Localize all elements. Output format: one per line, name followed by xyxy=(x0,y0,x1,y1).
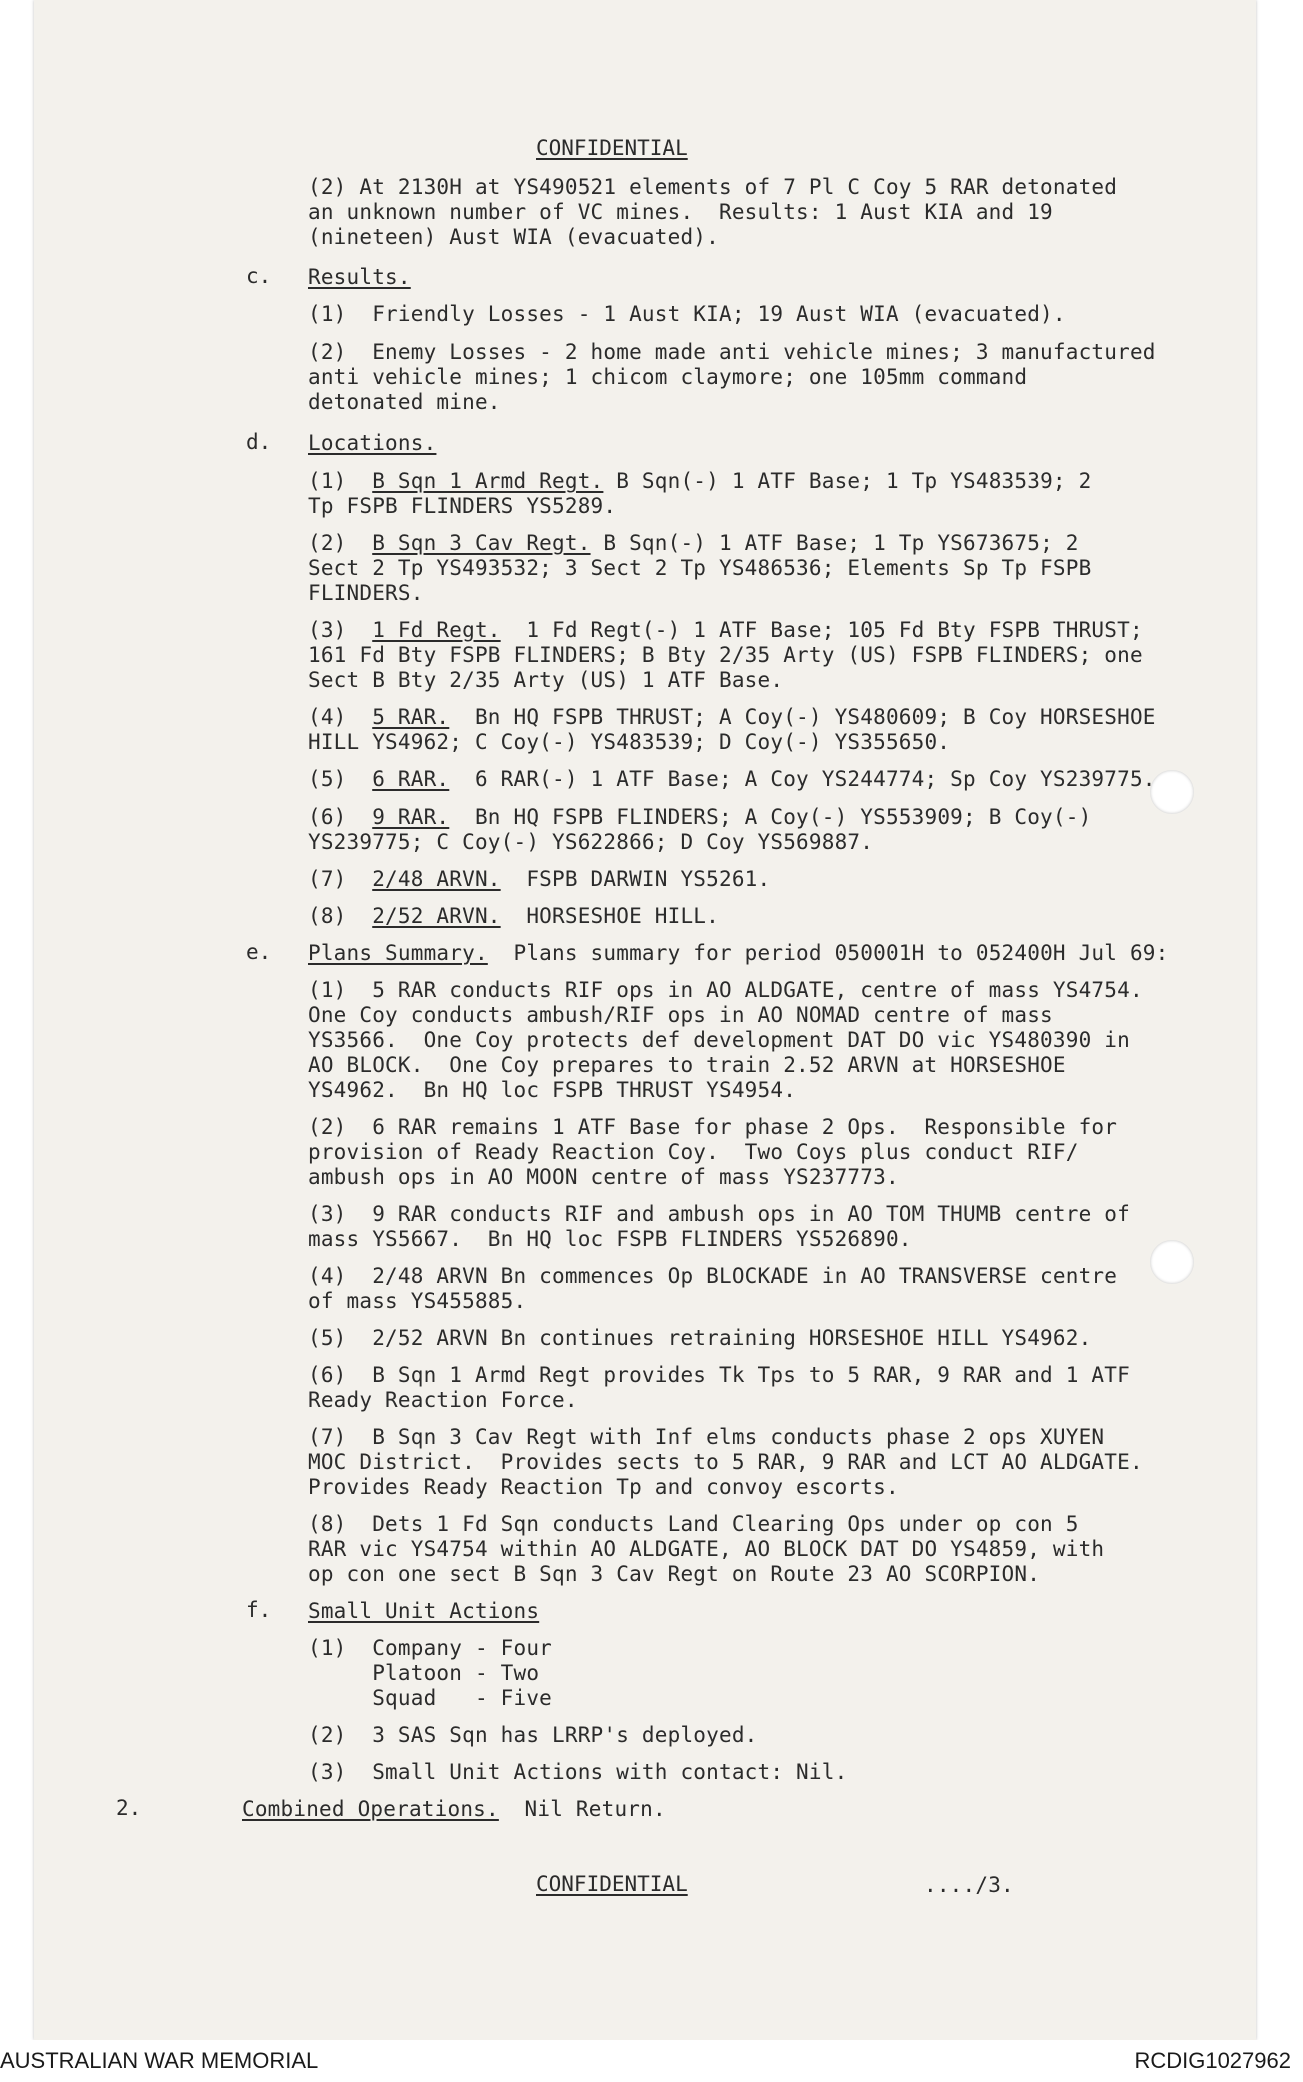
location-line xyxy=(308,766,1156,792)
text-line: (6) B Sqn 1 Armd Regt provides Tk Tps to 5 RAR, 9 RAR and 1 ATF xyxy=(308,1363,1130,1387)
unit-name: 9 RAR. xyxy=(372,805,450,829)
text-line: YS239775; C Coy(-) YS622866; D Coy YS569887. xyxy=(308,830,874,854)
section-letter: c. xyxy=(246,264,272,288)
text-line: AO BLOCK. One Coy prepares to train 2.52 ARVN at HORSESHOE xyxy=(308,1053,1066,1077)
text-line: Sect B Bty 2/35 Arty (US) 1 ATF Base. xyxy=(308,668,784,692)
section-heading: Plans Summary. xyxy=(308,941,488,965)
text-line: One Coy conducts ambush/RIF ops in AO NOMAD centre of mass xyxy=(308,1003,1053,1027)
location-text: Bn HQ FSPB FLINDERS; A Coy(-) YS553909; B Coy(-) xyxy=(449,805,1092,829)
text-line: anti vehicle mines; 1 chicom claymore; one 105mm command xyxy=(308,365,1028,389)
location-line xyxy=(308,804,1091,830)
section-heading: Combined Operations. xyxy=(242,1797,499,1821)
confidential-footer: CONFIDENTIAL xyxy=(536,1872,688,1896)
section-letter: f. xyxy=(246,1598,272,1622)
text-line: (2) At 2130H at YS490521 elements of 7 Pl C Coy 5 RAR detonated xyxy=(308,175,1118,199)
unit-name: B Sqn 3 Cav Regt. xyxy=(372,531,591,555)
item-number: (4) xyxy=(308,705,347,729)
punch-hole xyxy=(1150,1240,1194,1284)
text-line: Sect 2 Tp YS493532; 3 Sect 2 Tp YS486536; Elements Sp Tp FSPB xyxy=(308,556,1092,580)
text-line: HILL YS4962; C Coy(-) YS483539; D Coy(-) YS355650. xyxy=(308,730,951,754)
text-line: of mass YS455885. xyxy=(308,1289,527,1313)
section-letter: e. xyxy=(246,940,272,964)
text-line: Provides Ready Reaction Tp and convoy escorts. xyxy=(308,1475,899,1499)
location-text: 6 RAR(-) 1 ATF Base; A Coy YS244774; Sp Coy YS239775. xyxy=(449,767,1156,791)
item-number: (3) xyxy=(308,618,347,642)
item-number: (8) xyxy=(308,904,347,928)
text-line: ambush ops in AO MOON centre of mass YS237773. xyxy=(308,1165,899,1189)
text-line: (1) 5 RAR conducts RIF ops in AO ALDGATE, centre of mass YS4754. xyxy=(308,978,1143,1002)
text-line: Platoon - Two xyxy=(308,1661,540,1685)
text-line: (2) 3 SAS Sqn has LRRP's deployed. xyxy=(308,1723,758,1747)
text-line: (1) Company - Four xyxy=(308,1636,553,1660)
text-line: (3) Small Unit Actions with contact: Nil. xyxy=(308,1760,848,1784)
text-line: (8) Dets 1 Fd Sqn conducts Land Clearing Ops under op con 5 xyxy=(308,1512,1079,1536)
item-number: (7) xyxy=(308,867,347,891)
location-line xyxy=(308,530,1079,556)
combined-ops-line xyxy=(242,1796,666,1822)
unit-name: 1 Fd Regt. xyxy=(372,618,501,642)
text-line: (1) Friendly Losses - 1 Aust KIA; 19 Aust WIA (evacuated). xyxy=(308,302,1066,326)
location-line xyxy=(308,903,719,929)
location-text: FSPB DARWIN YS5261. xyxy=(500,867,771,891)
text-line: Tp FSPB FLINDERS YS5289. xyxy=(308,494,617,518)
location-text: HORSESHOE HILL. xyxy=(500,904,719,928)
location-text: B Sqn(-) 1 ATF Base; 1 Tp YS673675; 2 xyxy=(590,531,1079,555)
section-number: 2. xyxy=(116,1796,142,1820)
text-line: RAR vic YS4754 within AO ALDGATE, AO BLOCK DAT DO YS4859, with xyxy=(308,1537,1105,1561)
document-page xyxy=(34,0,1256,2040)
text-line: YS4962. Bn HQ loc FSPB THRUST YS4954. xyxy=(308,1078,797,1102)
text-line: (5) 2/52 ARVN Bn continues retraining HORSESHOE HILL YS4962. xyxy=(308,1326,1092,1350)
text-line: FLINDERS. xyxy=(308,581,424,605)
unit-name: 6 RAR. xyxy=(372,767,450,791)
section-letter: d. xyxy=(246,430,272,454)
text-line: mass YS5667. Bn HQ loc FSPB FLINDERS YS526890. xyxy=(308,1227,912,1251)
unit-name: B Sqn 1 Armd Regt. xyxy=(372,469,604,493)
location-text: Bn HQ FSPB THRUST; A Coy(-) YS480609; B Coy HORSESHOE xyxy=(449,705,1156,729)
text-line: provision of Ready Reaction Coy. Two Coys plus conduct RIF/ xyxy=(308,1140,1079,1164)
section-heading: Small Unit Actions xyxy=(308,1599,540,1623)
item-number: (1) xyxy=(308,469,347,493)
location-line xyxy=(308,468,1091,494)
text-line: (3) 9 RAR conducts RIF and ambush ops in AO TOM THUMB centre of xyxy=(308,1202,1130,1226)
location-line xyxy=(308,704,1156,730)
location-line xyxy=(308,866,770,892)
text-line: (4) 2/48 ARVN Bn commences Op BLOCKADE in AO TRANSVERSE centre xyxy=(308,1264,1118,1288)
item-number: (5) xyxy=(308,767,347,791)
plans-heading-line xyxy=(308,940,1169,966)
text-line: MOC District. Provides sects to 5 RAR, 9 RAR and LCT AO ALDGATE. xyxy=(308,1450,1143,1474)
plans-intro: Plans summary for period 050001H to 052400H Jul 69: xyxy=(487,941,1169,965)
archive-footer xyxy=(0,2040,1303,2082)
text-line: op con one sect B Sqn 3 Cav Regt on Route 23 AO SCORPION. xyxy=(308,1562,1041,1586)
unit-name: 5 RAR. xyxy=(372,705,450,729)
item-number: (6) xyxy=(308,805,347,829)
text-line: (2) 6 RAR remains 1 ATF Base for phase 2 Ops. Responsible for xyxy=(308,1115,1118,1139)
text-line: Squad - Five xyxy=(308,1686,553,1710)
page-continuation: ..../3. xyxy=(924,1873,1014,1897)
text-line: an unknown number of VC mines. Results: 1 Aust KIA and 19 xyxy=(308,200,1053,224)
confidential-header: CONFIDENTIAL xyxy=(536,136,688,160)
text-line: 161 Fd Bty FSPB FLINDERS; B Bty 2/35 Arty (US) FSPB FLINDERS; one xyxy=(308,643,1143,667)
location-text: 1 Fd Regt(-) 1 ATF Base; 105 Fd Bty FSPB THRUST; xyxy=(500,618,1143,642)
text-line: Ready Reaction Force. xyxy=(308,1388,578,1412)
location-text: B Sqn(-) 1 ATF Base; 1 Tp YS483539; 2 xyxy=(603,469,1092,493)
section-heading: Locations. xyxy=(308,431,437,455)
text-line: detonated mine. xyxy=(308,390,501,414)
unit-name: 2/52 ARVN. xyxy=(372,904,501,928)
item-number: (2) xyxy=(308,531,347,555)
text-line: (7) B Sqn 3 Cav Regt with Inf elms conducts phase 2 ops XUYEN xyxy=(308,1425,1105,1449)
section-heading: Results. xyxy=(308,265,411,289)
archive-name: AUSTRALIAN WAR MEMORIAL xyxy=(0,2048,319,2073)
unit-name: 2/48 ARVN. xyxy=(372,867,501,891)
text-line: YS3566. One Coy protects def development DAT DO vic YS480390 in xyxy=(308,1028,1130,1052)
location-line xyxy=(308,617,1143,643)
text-line: (nineteen) Aust WIA (evacuated). xyxy=(308,225,719,249)
punch-hole xyxy=(1150,770,1194,814)
combined-ops-text: Nil Return. xyxy=(498,1797,666,1821)
text-line: (2) Enemy Losses - 2 home made anti vehicle mines; 3 manufactured xyxy=(308,340,1156,364)
archive-id: RCDIG1027962 xyxy=(1134,2048,1291,2073)
